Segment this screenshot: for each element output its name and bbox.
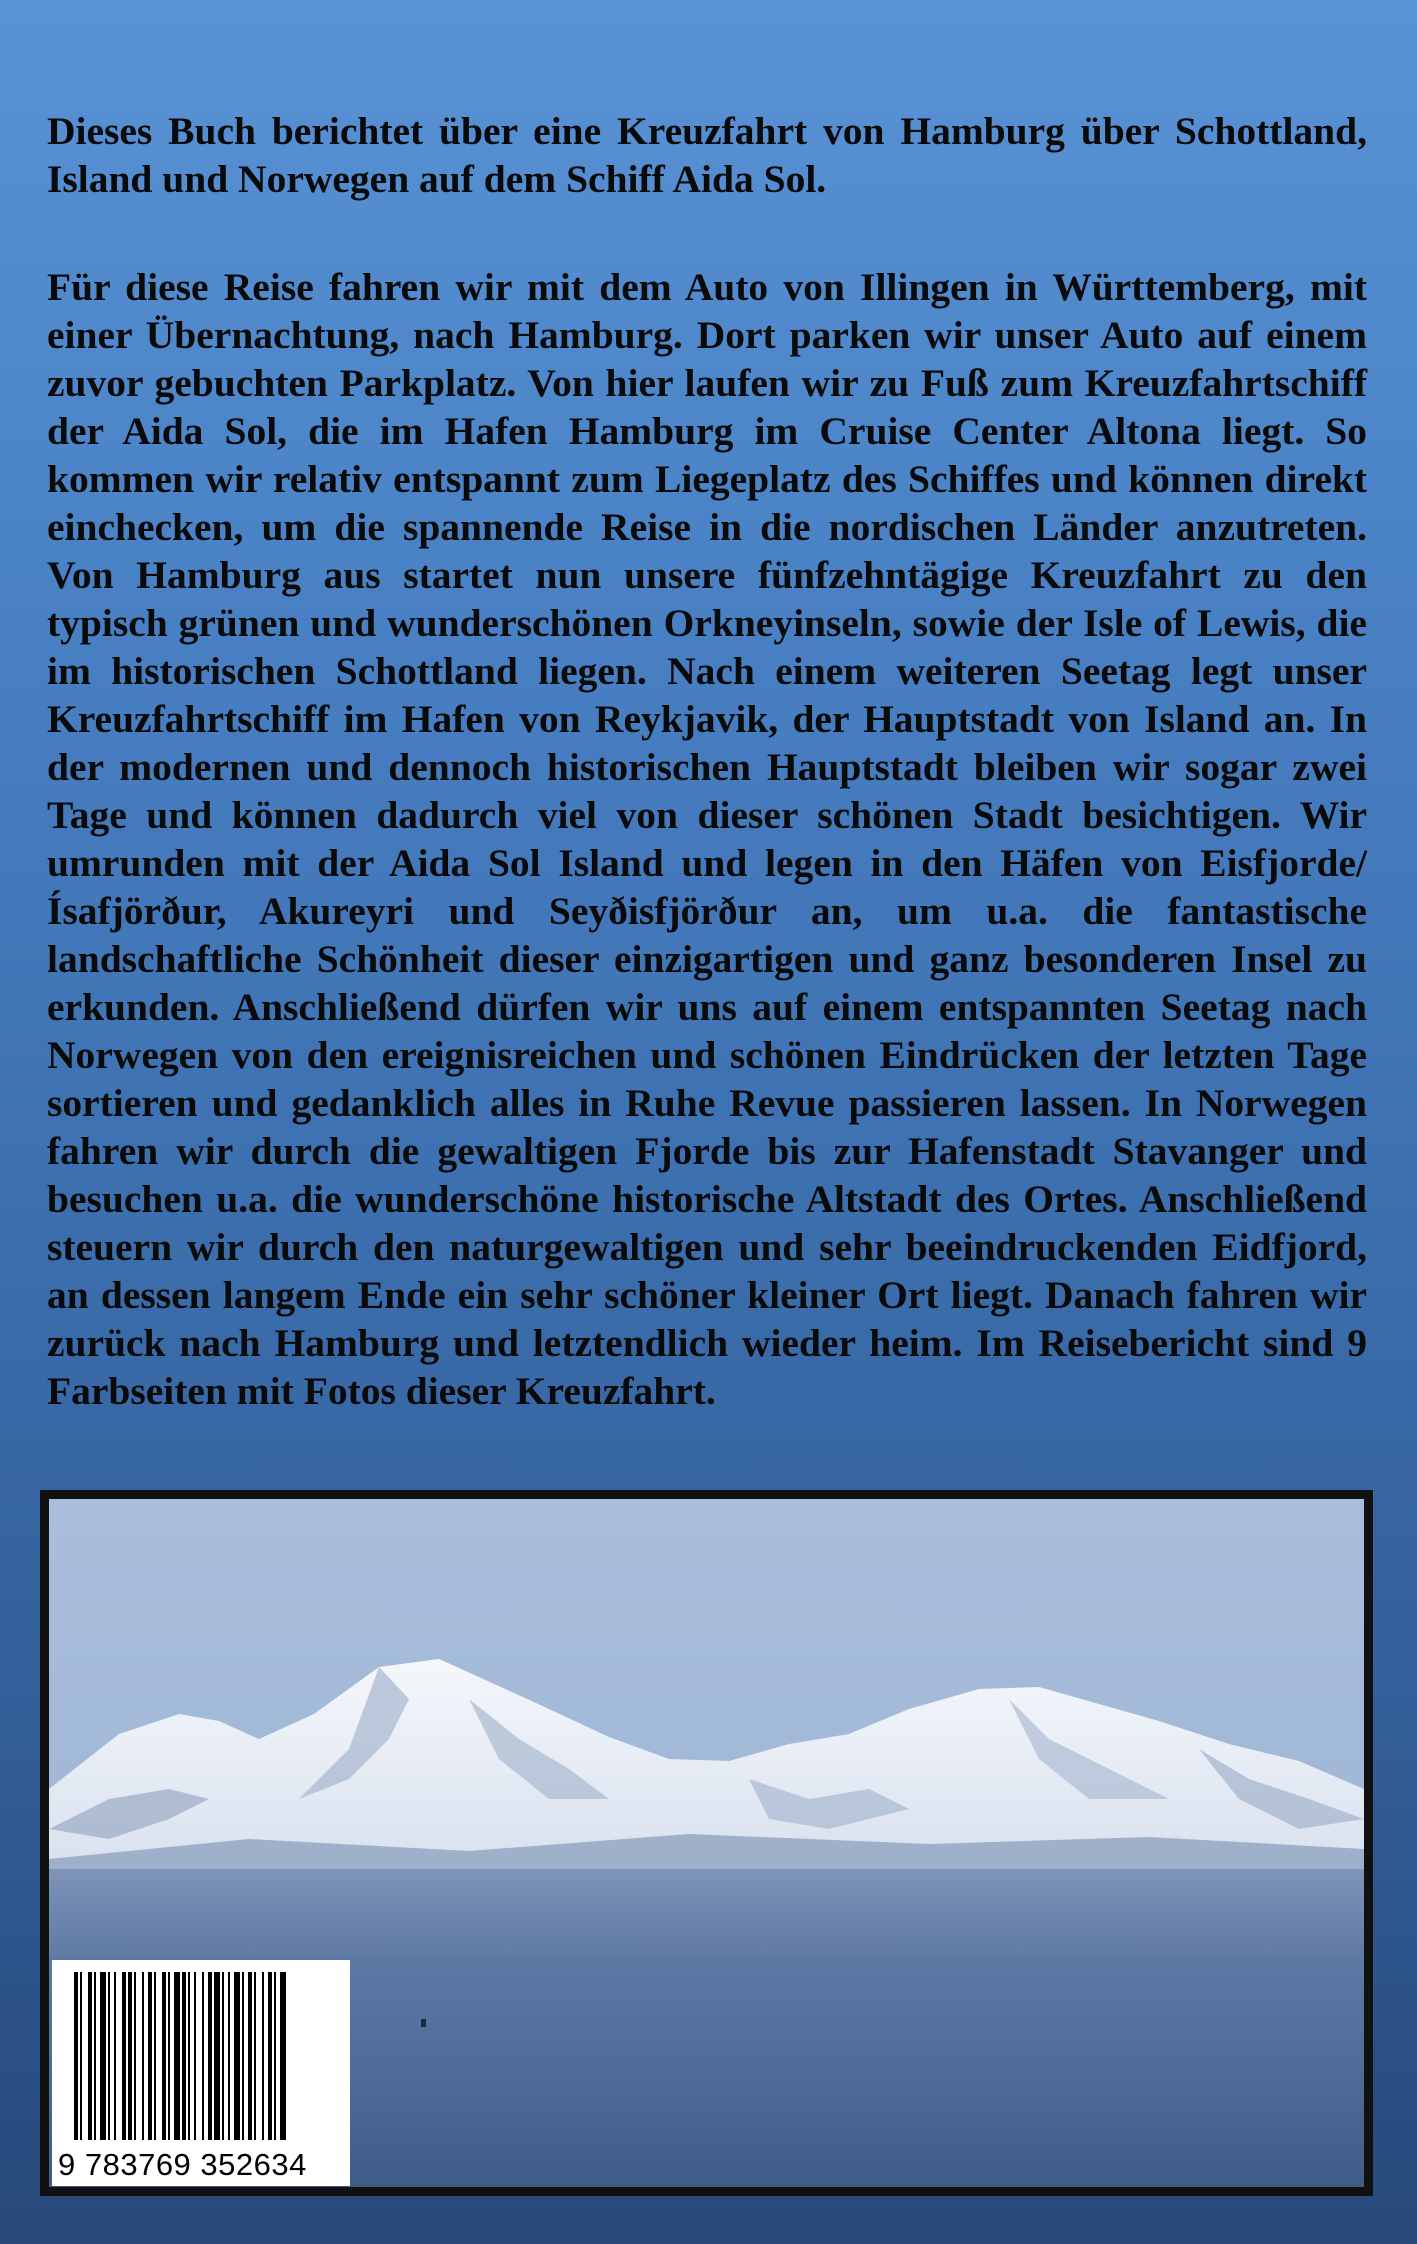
isbn-barcode (52, 1960, 350, 2186)
cover-description-paragraph: Für diese Reise fahren wir mit dem Auto von Illingen in Württemberg, mit einer Übernachtung, nach Hamburg. Dort parken wir unser Auto auf einem zuvor gebuchten Parkplatz. Von hier laufen wir zu Fuß zum Kreuzfahrtschiff der Aida Sol, die im Hafen Hamburg im Cruise Center Altona liegt. So kommen wir relativ entspannt zum Liegeplatz des Schiffes und können direkt einchecken, um die spannende Reise in die nordischen Länder anzutreten. Von Hamburg aus startet nun unsere fünfzehntägige Kreuzfahrt zu den typisch grünen und wunderschönen Orkneyinseln, sowie der Isle of Lewis, die im historischen Schottland liegen. Nach einem weiteren Seetag legt unser Kreuzfahrtschiff im Hafen von Reykjavik, der Hauptstadt von Island an. In der modernen und dennoch historischen Hauptstadt bleiben wir sogar zwei Tage und können dadurch viel von dieser schönen Stadt besichtigen. Wir umrunden mit der Aida Sol Island und legen in den Häfen von Eisfjorde/Ísafjörður, Akureyri und Seyðisfjörður an, um u.a. die fantastische landschaftliche Schönheit dieser einzigartigen und ganz besonderen Insel zu erkunden. Anschließend dürfen wir uns auf einem entspannten Seetag nach Norwegen von den ereignisreichen und schönen Eindrücken der letzten Tage sortieren und gedanklich alles in Ruhe Revue passieren lassen. In Norwegen fahren wir durch die gewaltigen Fjorde bis zur Hafenstadt Stavanger und besuchen u.a. die wunderschöne historische Altstadt des Ortes. Anschließend steuern wir durch den naturgewaltigen und sehr beeindruckenden Eidfjord, an dessen langem Ende ein sehr schöner kleiner Ort liegt. Danach fahren wir zurück nach Hamburg und letztendlich wieder heim. Im Reisebericht sind 9 Farbseiten mit Fotos dieser Kreuzfahrt. (47, 265, 1367, 1413)
cover-intro-paragraph: Dieses Buch berichtet über eine Kreuzfahrt von Hamburg über Schottland, Island und Norwegen auf dem Schiff Aida Sol. (47, 109, 1367, 201)
isbn-number: 9 783769 352634 (58, 2147, 307, 2182)
